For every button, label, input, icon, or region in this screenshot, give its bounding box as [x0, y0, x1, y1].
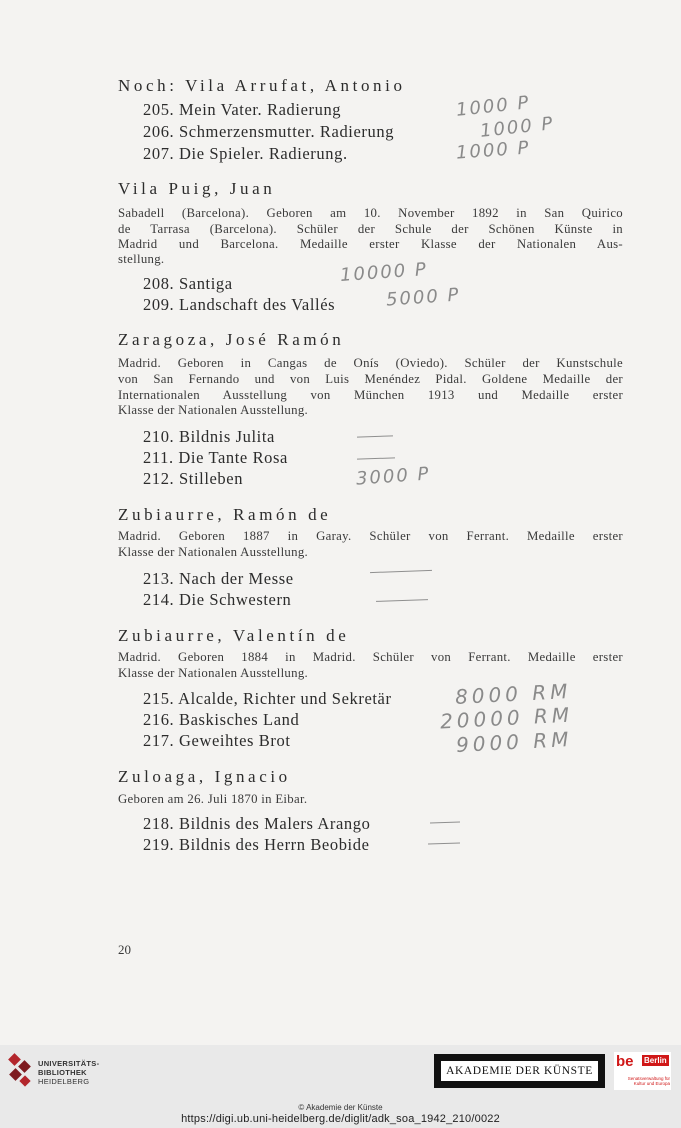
pencil-dash-mark	[376, 599, 428, 602]
pencil-price-note: 9000 RM	[455, 726, 573, 758]
artist-bio-line: von San Fernando und von Luis Menéndez Pidal. Goldene Medaille der	[118, 372, 623, 386]
artist-heading: Zuloaga, Ignacio	[118, 767, 291, 786]
artist-bio-line: Klasse der Nationalen Ausstellung.	[118, 545, 309, 559]
catalog-item: 205. Mein Vater. Radierung	[143, 100, 342, 119]
pencil-dash-mark	[370, 570, 432, 573]
artist-bio-line: Madrid. Geboren 1884 in Madrid. Schüler von Ferrant. Medaille erster	[118, 650, 623, 664]
catalog-item: 210. Bildnis Julita	[143, 427, 275, 446]
akademie-logo	[434, 1054, 605, 1088]
artist-bio-line: Madrid. Geboren 1887 in Garay. Schüler von Ferrant. Medaille erster	[118, 529, 623, 543]
library-name-line: UNIVERSITÄTS-	[38, 1059, 100, 1068]
artist-bio-line: Sabadell (Barcelona). Geboren am 10. November 1892 in San Quirico	[118, 206, 623, 220]
catalog-item: 215. Alcalde, Richter und Sekretär	[143, 689, 392, 708]
pencil-price-note: 5000 P	[385, 284, 462, 311]
pencil-dash-mark	[357, 435, 393, 437]
catalog-item: 212. Stilleben	[143, 469, 244, 488]
be-berlin-icon: be	[616, 1053, 634, 1070]
library-emblem-icon	[8, 1053, 34, 1089]
pencil-price-note: 3000 P	[355, 463, 432, 490]
pencil-price-note: 20000 RM	[439, 702, 574, 734]
continuation-heading: Noch: Vila Arrufat, Antonio	[118, 76, 406, 95]
page-number: 20	[118, 942, 131, 957]
pencil-price-note: 8000 RM	[454, 678, 572, 710]
catalog-item: 218. Bildnis des Malers Arango	[143, 814, 371, 833]
pencil-price-note: 10000 P	[339, 258, 429, 287]
akademie-label: AKADEMIE DER KÜNSTE	[440, 1060, 599, 1082]
artist-bio-line: stellung.	[118, 252, 165, 266]
catalog-item: 206. Schmerzensmutter. Radierung	[143, 122, 395, 141]
catalog-item: 214. Die Schwestern	[143, 590, 292, 609]
catalog-item: 216. Baskisches Land	[143, 710, 300, 729]
permalink-url[interactable]: https://digi.ub.uni-heidelberg.de/diglit/adk_soa_1942_210/0022	[181, 1113, 500, 1125]
pencil-price-note: 1000 P	[455, 92, 532, 121]
pencil-price-note: 1000 P	[479, 113, 556, 142]
catalog-item: 217. Geweihtes Brot	[143, 731, 291, 750]
artist-bio-line: Madrid. Geboren in Cangas de Onís (Oviedo). Schüler der Kunstschule	[118, 356, 623, 370]
university-library-logo	[8, 1053, 108, 1093]
pencil-dash-mark	[428, 842, 460, 844]
artist-bio-line: Klasse der Nationalen Ausstellung.	[118, 666, 309, 680]
viewer-footer	[0, 1045, 681, 1128]
artist-heading: Zubiaurre, Valentín de	[118, 626, 350, 645]
artist-bio-line: Klasse der Nationalen Ausstellung.	[118, 403, 309, 417]
pencil-price-note: 1000 P	[455, 137, 532, 164]
pencil-dash-mark	[357, 457, 395, 459]
catalog-item: 219. Bildnis des Herrn Beobide	[143, 835, 370, 854]
copyright-notice: © Akademie der Künste	[298, 1103, 383, 1112]
pencil-dash-mark	[430, 821, 460, 823]
library-name-line: HEIDELBERG	[38, 1077, 90, 1086]
artist-heading: Vila Puig, Juan	[118, 179, 276, 198]
catalog-item: 207. Die Spieler. Radierung.	[143, 144, 348, 163]
berlin-senate-logo	[614, 1052, 671, 1090]
artist-heading: Zaragoza, José Ramón	[118, 330, 345, 349]
berlin-badge-icon: Berlin	[644, 1056, 667, 1065]
artist-bio-line: Internationalen Ausstellung von München 1913 und Medaille erster	[118, 388, 623, 402]
catalog-item: 211. Die Tante Rosa	[143, 448, 288, 467]
artist-heading: Zubiaurre, Ramón de	[118, 505, 332, 524]
library-name-line: BIBLIOTHEK	[38, 1068, 87, 1077]
artist-bio-line: de Tarrasa (Barcelona). Schüler der Schule der Schönen Künste in	[118, 222, 623, 236]
catalog-item: 209. Landschaft des Vallés	[143, 295, 336, 314]
catalog-item: 208. Santiga	[143, 274, 233, 293]
catalog-item: 213. Nach der Messe	[143, 569, 294, 588]
senate-text: Senatsverwaltung für Kultur und Europa	[627, 1076, 670, 1086]
artist-bio-line: Geboren am 26. Juli 1870 in Eibar.	[118, 792, 308, 806]
artist-bio-line: Madrid und Barcelona. Medaille erster Klasse der Nationalen Aus-	[118, 237, 623, 251]
